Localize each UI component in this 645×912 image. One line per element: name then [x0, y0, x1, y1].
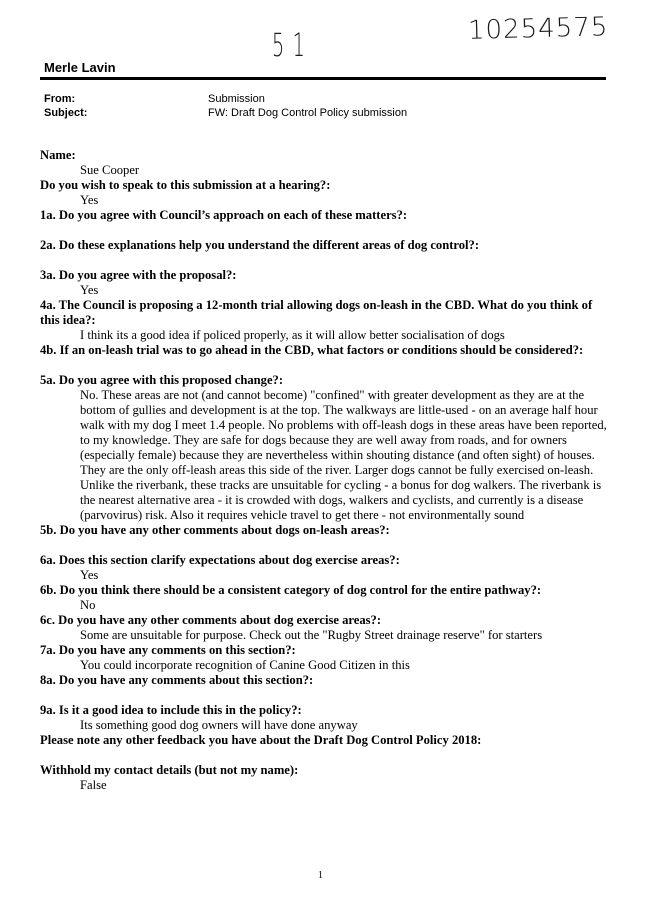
question-9a: 9a. Is it a good idea to include this in the policy?:	[40, 703, 302, 717]
answer-6a: Yes	[80, 568, 99, 582]
question-7a: 7a. Do you have any comments on this section?:	[40, 643, 296, 657]
answer-9a: Its something good dog owners will have done anyway	[80, 718, 358, 732]
answer-5a: No. These areas are not (and cannot become) "confined" with greater development as they are at the bottom of gullies and development is at the top. The walkways are little-used - on an average half hour walk with my dog I meet 1.4 people. No problems with off-leash dogs in these areas have been reported, to my knowledge. They are safe for dogs because they are well away from roads, and for owners (especially female) because they are nevertheless within shouting distance (and often sight) of houses. They are the only off-leash areas this side of the river. Larger dogs cannot be fully exercised on-leash. Unlike the riverbank, these tracks are unsuitable for cycling - a bonus for dog walkers. The riverbank is the nearest alternative area - it is crowded with dogs, walkers and cyclists, and currently is a disease (parvovirus) risk. Also it requires vehicle travel to get there - not environmentally sound	[80, 388, 607, 522]
answer-withhold: False	[80, 778, 107, 792]
answer-4a: I think its a good idea if policed properly, as it will allow better socialisation of dogs	[80, 328, 505, 342]
question-6c: 6c. Do you have any other comments about dog exercise areas?:	[40, 613, 382, 627]
submission-form	[40, 148, 610, 793]
question-5b: 5b. Do you have any other comments about dogs on-leash areas?:	[40, 523, 390, 537]
answer-6b: No	[80, 598, 96, 612]
question-4a: 4a. The Council is proposing a 12-month trial allowing dogs on-leash in the CBD. What do you think of this idea?:	[40, 298, 593, 327]
answer-name: Sue Cooper	[80, 163, 140, 177]
question-hearing: Do you wish to speak to this submission at a hearing?:	[40, 178, 331, 192]
answer-3a: Yes	[80, 283, 99, 297]
answer-6c: Some are unsuitable for purpose. Check out the "Rugby Street drainage reserve" for starters	[80, 628, 543, 642]
question-1a: 1a. Do you agree with Council’s approach on each of these matters?:	[40, 208, 408, 222]
handwritten-number: 51	[272, 26, 314, 64]
question-2a: 2a. Do these explanations help you understand the different areas of dog control?:	[40, 238, 480, 252]
question-6a: 6a. Does this section clarify expectations about dog exercise areas?:	[40, 553, 400, 567]
subject-value: FW: Draft Dog Control Policy submission	[208, 107, 408, 119]
question-withhold: Withhold my contact details (but not my name):	[40, 763, 299, 777]
sender-name: Merle Lavin	[44, 60, 116, 75]
from-value: Submission	[208, 93, 265, 105]
question-3a: 3a. Do you agree with the proposal?:	[40, 268, 237, 282]
question-6b: 6b. Do you think there should be a consistent category of dog control for the entire pathway?:	[40, 583, 542, 597]
question-8a: 8a. Do you have any comments about this section?:	[40, 673, 314, 687]
question-name: Name:	[40, 148, 76, 162]
answer-hearing: Yes	[80, 193, 99, 207]
page-number: 1	[318, 870, 323, 881]
question-4b: 4b. If an on-leash trial was to go ahead in the CBD, what factors or conditions should be considered?:	[40, 343, 584, 357]
question-5a: 5a. Do you agree with this proposed change?:	[40, 373, 284, 387]
subject-label: Subject:	[44, 107, 88, 119]
handwritten-reference: 10254575	[467, 12, 609, 46]
from-label: From:	[44, 93, 76, 105]
answer-7a: You could incorporate recognition of Canine Good Citizen in this	[80, 658, 410, 672]
question-feedback: Please note any other feedback you have about the Draft Dog Control Policy 2018:	[40, 733, 482, 747]
header-rule	[40, 77, 606, 80]
